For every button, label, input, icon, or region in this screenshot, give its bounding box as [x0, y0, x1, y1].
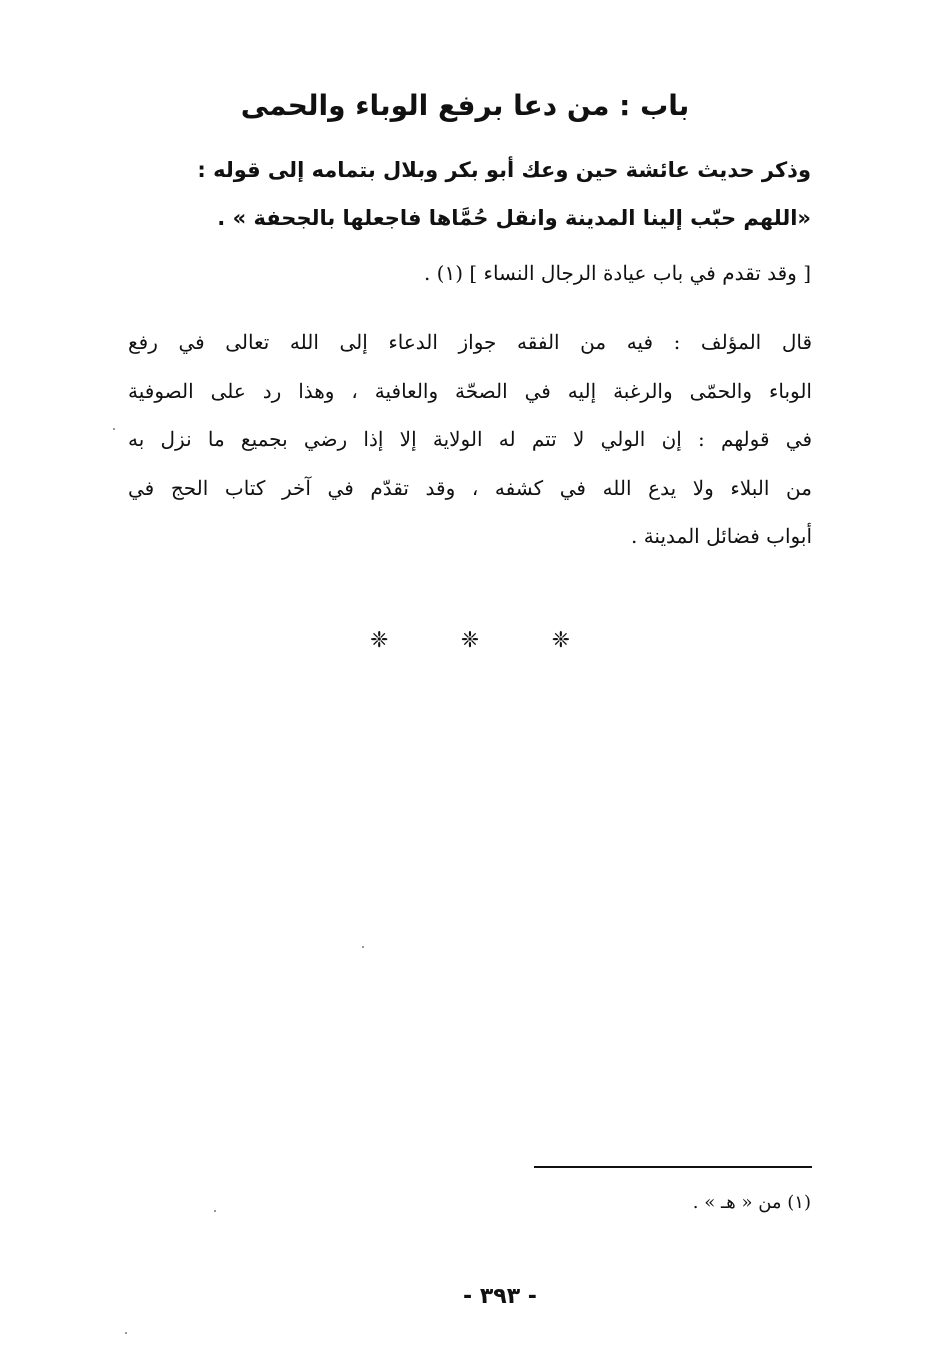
commentary-line: في قولهم : إن الولي لا تتم له الولاية إلا إذا رضي بجميع ما نزل به [128, 427, 812, 451]
star-ornament-icon: ❈ [551, 628, 570, 653]
star-ornament-icon: ❈ [460, 628, 480, 653]
scan-speck [362, 946, 364, 948]
author-commentary [128, 318, 812, 561]
cross-reference-note: [ وقد تقدم في باب عيادة الرجال النساء ] (١) . [423, 261, 811, 285]
footnote: (١) من « هـ » . [692, 1192, 811, 1213]
section-separator [370, 628, 570, 653]
footnote-divider [534, 1166, 812, 1168]
scan-speck [125, 1332, 127, 1334]
commentary-line: قال المؤلف : فيه من الفقه جواز الدعاء إلى الله تعالى في رفع [128, 330, 812, 354]
scan-speck [214, 1210, 216, 1212]
scan-speck [113, 428, 115, 430]
commentary-line: الوباء والحمّى والرغبة إليه في الصحّة والعافية ، وهذا رد على الصوفية [128, 378, 812, 403]
chapter-title: باب : من دعا برفع الوباء والحمى [240, 89, 690, 122]
commentary-line: أبواب فضائل المدينة . [630, 524, 812, 548]
star-ornament-icon: ❈ [370, 628, 389, 653]
hadith-line-2: «اللهم حبّب إلينا المدينة وانقل حُمَّاها فاجعلها بالجحفة » . [217, 206, 811, 230]
hadith-line-1: وذكر حديث عائشة حين وعك أبو بكر وبلال بتمامه إلى قوله : [197, 158, 811, 182]
page-number: - ٣٩٣ - [463, 1284, 537, 1309]
commentary-line: من البلاء ولا يدع الله في كشفه ، وقد تقدّم في آخر كتاب الحج في [128, 475, 812, 500]
